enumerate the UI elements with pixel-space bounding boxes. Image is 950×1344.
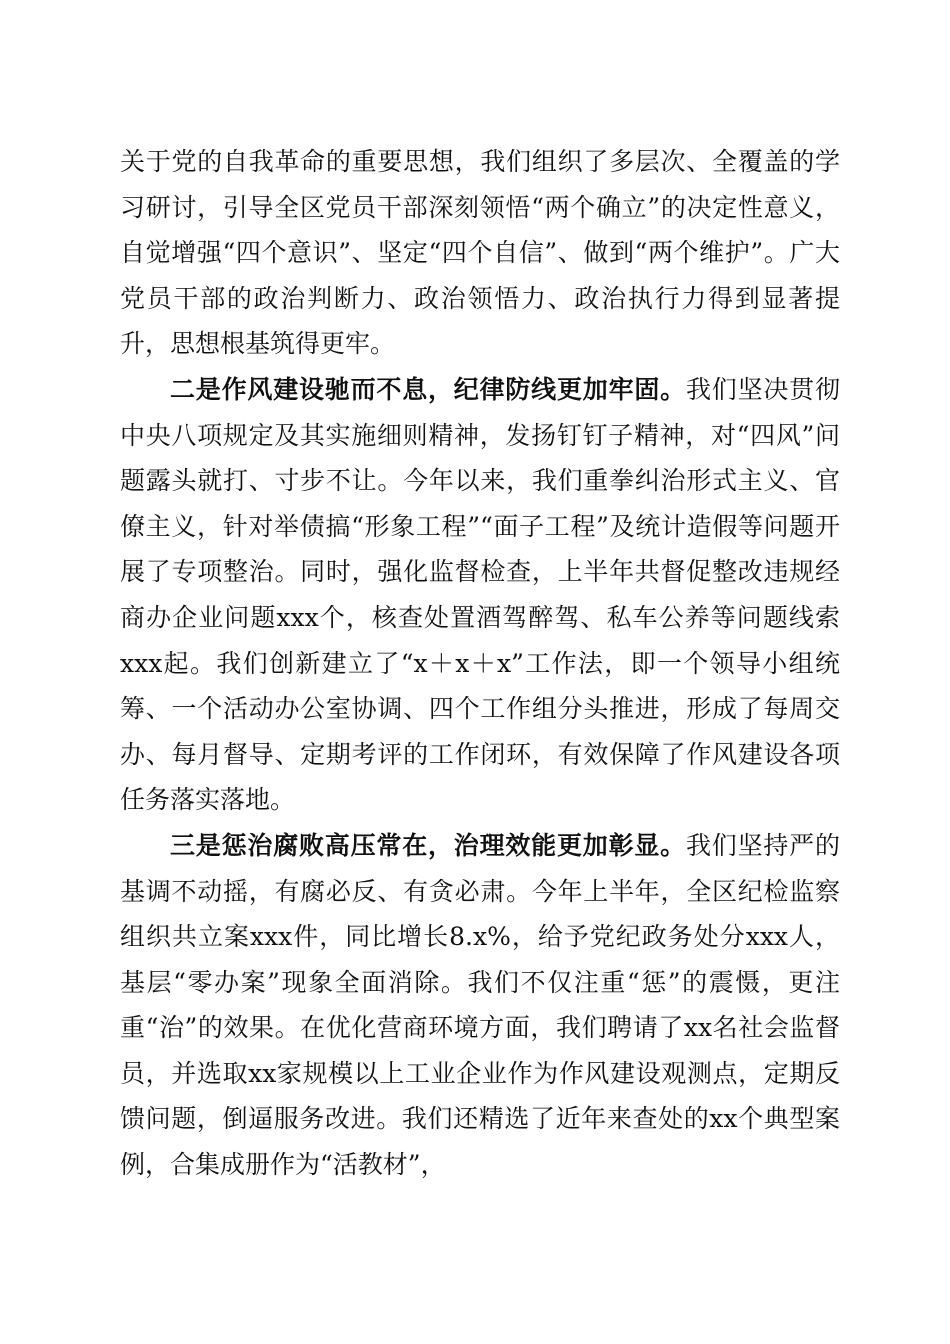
paragraph-heading: 三是惩治腐败高压常在，治理效能更加彰显。 — [170, 830, 686, 860]
paragraph-heading: 二是作风建设驰而不息，纪律防线更加牢固。 — [170, 374, 686, 404]
paragraph-text: 关于党的自我革命的重要思想，我们组织了多层次、全覆盖的学习研讨，引导全区党员干部深刻领悟“两个确立”的决定性意义，自觉增强“四个意识”、坚定“四个自信”、做到“两个维护”。广大党员干部的政治判断力、政治领悟力、政治执行力得到显著提升，思想根基筑得更牢。 — [120, 147, 840, 359]
paragraph-work-style — [120, 367, 840, 823]
paragraph-anti-corruption — [120, 823, 840, 1188]
paragraph-continuation — [120, 139, 840, 367]
paragraph-text: 我们坚决贯彻中央八项规定及其实施细则精神，发扬钉钉子精神，对“四风”问题露头就打、寸步不让。今年以来，我们重拳纠治形式主义、官僚主义，针对举债搞“形象工程”“面子工程”及统计造假等问题开展了专项整治。同时，强化监督检查，上半年共督促整改违规经商办企业问题xxx个，核查处置酒驾醉驾、私车公养等问题线索xxx起。我们创新建立了“x＋x＋x”工作法，即一个领导小组统筹、一个活动办公室协调、四个工作组分头推进，形成了每周交办、每月督导、定期考评的工作闭环，有效保障了作风建设各项任务落实落地。 — [120, 374, 840, 815]
paragraph-text: 我们坚持严的基调不动摇，有腐必反、有贪必肃。今年上半年，全区纪检监察组织共立案xxx件，同比增长8.x%，给予党纪政务处分xxx人，基层“零办案”现象全面消除。我们不仅注重“惩”的震慑，更注重“治”的效果。在优化营商环境方面，我们聘请了xx名社会监督员，并选取xx家规模以上工业企业作为作风建设观测点，定期反馈问题，倒逼服务改进。我们还精选了近年来查处的xx个典型案例，合集成册作为“活教材”， — [120, 830, 840, 1180]
document-body — [120, 139, 840, 1188]
